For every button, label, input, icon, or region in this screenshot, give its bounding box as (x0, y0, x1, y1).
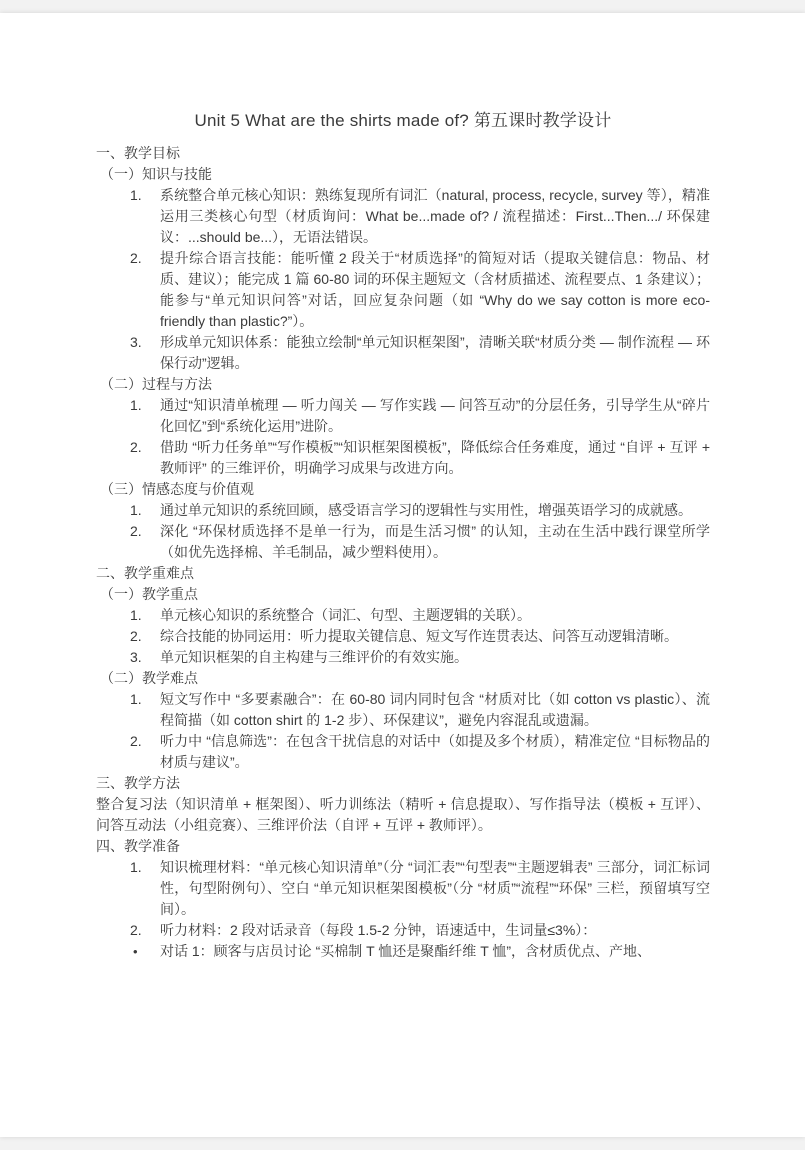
subsection-heading-process-methods: （二）过程与方法 (100, 376, 212, 392)
subsection-heading-affect-values: （三）情感态度与价值观 (100, 481, 254, 497)
subsection-heading-key-points: （一）教学重点 (100, 586, 198, 602)
bullet-icon: • (133, 944, 138, 959)
document-title: Unit 5 What are the shirts made of? 第五课时教学设计 (194, 111, 612, 130)
list-item-number: 1. (130, 859, 142, 875)
list-item-text: 短文写作中 “多要素融合”：在 60-80 词内同时包含 “材质对比（如 cotton vs plastic）、流程简描（如 cotton shirt 的 1-2 步）、环保建议”，避免内容混乱或遗漏。 (160, 691, 710, 728)
list-item-number: 2. (130, 922, 142, 938)
list-item (96, 689, 710, 731)
list-item-text: 借助 “听力任务单”“写作模板”“知识框架图模板”，降低综合任务难度，通过 “自评 + 互评 + 教师评” 的三维评价，明确学习成果与改进方向。 (160, 439, 710, 476)
section-heading-key-difficult-points: 二、教学重难点 (96, 565, 194, 581)
section-heading-teaching-methods: 三、教学方法 (96, 775, 180, 791)
paragraph-teaching-methods: 整合复习法（知识清单 + 框架图）、听力训练法（精听 + 信息提取）、写作指导法（模板 + 互评）、问答互动法（小组竞赛）、三维评价法（自评 + 互评 + 教师评）。 (96, 796, 710, 833)
list-item-number: 3. (130, 334, 142, 350)
list-item-text: 通过“知识清单梳理 — 听力闯关 — 写作实践 — 问答互动”的分层任务，引导学生从“碎片化回忆”到“系统化运用”进阶。 (160, 397, 710, 434)
list-item-text: 深化 “环保材质选择不是单一行为，而是生活习惯” 的认知，主动在生活中践行课堂所学（如优先选择棉、羊毛制品，减少塑料使用）。 (160, 523, 710, 560)
list-item-number: 2. (130, 523, 142, 539)
document-content (0, 13, 805, 962)
list-item-number: 2. (130, 733, 142, 749)
list-item (96, 500, 710, 521)
list-item (96, 731, 710, 773)
list-item (96, 626, 710, 647)
list-item-text: 听力材料：2 段对话录音（每段 1.5-2 分钟，语速适中，生词量≤3%）： (160, 922, 597, 938)
list-item-text: 单元核心知识的系统整合（词汇、句型、主题逻辑的关联）。 (160, 607, 531, 623)
list-item (96, 647, 710, 668)
list-item-number: 1. (130, 502, 142, 518)
list-item (96, 248, 710, 332)
subsection-heading-difficult-points: （二）教学难点 (100, 670, 198, 686)
list-item (96, 920, 710, 941)
list-item-number: 1. (130, 607, 142, 623)
list-item-text: 形成单元知识体系：能独立绘制“单元知识框架图”，清晰关联“材质分类 — 制作流程 — 环保行动”逻辑。 (160, 334, 710, 371)
list-item-number: 1. (130, 691, 142, 707)
list-item (96, 857, 710, 920)
list-item-text: 通过单元知识的系统回顾，感受语言学习的逻辑性与实用性，增强英语学习的成就感。 (160, 502, 692, 518)
list-item-text: 对话 1：顾客与店员讨论 “买棉制 T 恤还是聚酯纤维 T 恤”，含材质优点、产地、 (160, 943, 652, 959)
list-item-text: 提升综合语言技能：能听懂 2 段关于“材质选择”的简短对话（提取关键信息：物品、材质、建议）；能完成 1 篇 60-80 词的环保主题短文（含材质描述、流程要点、1 条建议）；能参与“单元知识问答”对话，回应复杂问题（如 “Why do we say cotton is more eco-friendly than plastic?”）。 (160, 250, 710, 329)
list-item (96, 521, 710, 563)
list-item-number: 2. (130, 628, 142, 644)
list-item-text: 听力中 “信息筛选”：在包含干扰信息的对话中（如提及多个材质），精准定位 “目标物品的材质与建议”。 (160, 733, 710, 770)
list-item-number: 2. (130, 439, 142, 455)
list-item-text: 知识梳理材料：“单元核心知识清单”（分 “词汇表”“句型表”“主题逻辑表” 三部分，词汇标词性，句型附例句）、空白 “单元知识框架图模板”（分 “材质”“流程”“环保” 三栏，预留填写空间）。 (160, 859, 710, 917)
list-item-text: 单元知识框架的自主构建与三维评价的有效实施。 (160, 649, 468, 665)
section-heading-teaching-objectives: 一、教学目标 (96, 145, 180, 161)
list-item (96, 332, 710, 374)
subsection-heading-knowledge-skills: （一）知识与技能 (100, 166, 212, 182)
list-item-number: 1. (130, 187, 142, 203)
list-item-number: 3. (130, 649, 142, 665)
list-item (96, 395, 710, 437)
list-item (96, 437, 710, 479)
list-item-number: 1. (130, 397, 142, 413)
bullet-list-item (96, 941, 710, 962)
document-page (0, 13, 805, 1137)
list-item-text: 综合技能的协同运用：听力提取关键信息、短文写作连贯表达、问答互动逻辑清晰。 (160, 628, 678, 644)
list-item (96, 185, 710, 248)
list-item (96, 605, 710, 626)
section-heading-teaching-preparation: 四、教学准备 (96, 838, 180, 854)
list-item-text: 系统整合单元核心知识：熟练复现所有词汇（natural, process, recycle, survey 等），精准运用三类核心句型（材质询问：What be...made of? / 流程描述：First...Then.../ 环保建议：...should be...），无语法错误。 (160, 187, 710, 245)
list-item-number: 2. (130, 250, 142, 266)
